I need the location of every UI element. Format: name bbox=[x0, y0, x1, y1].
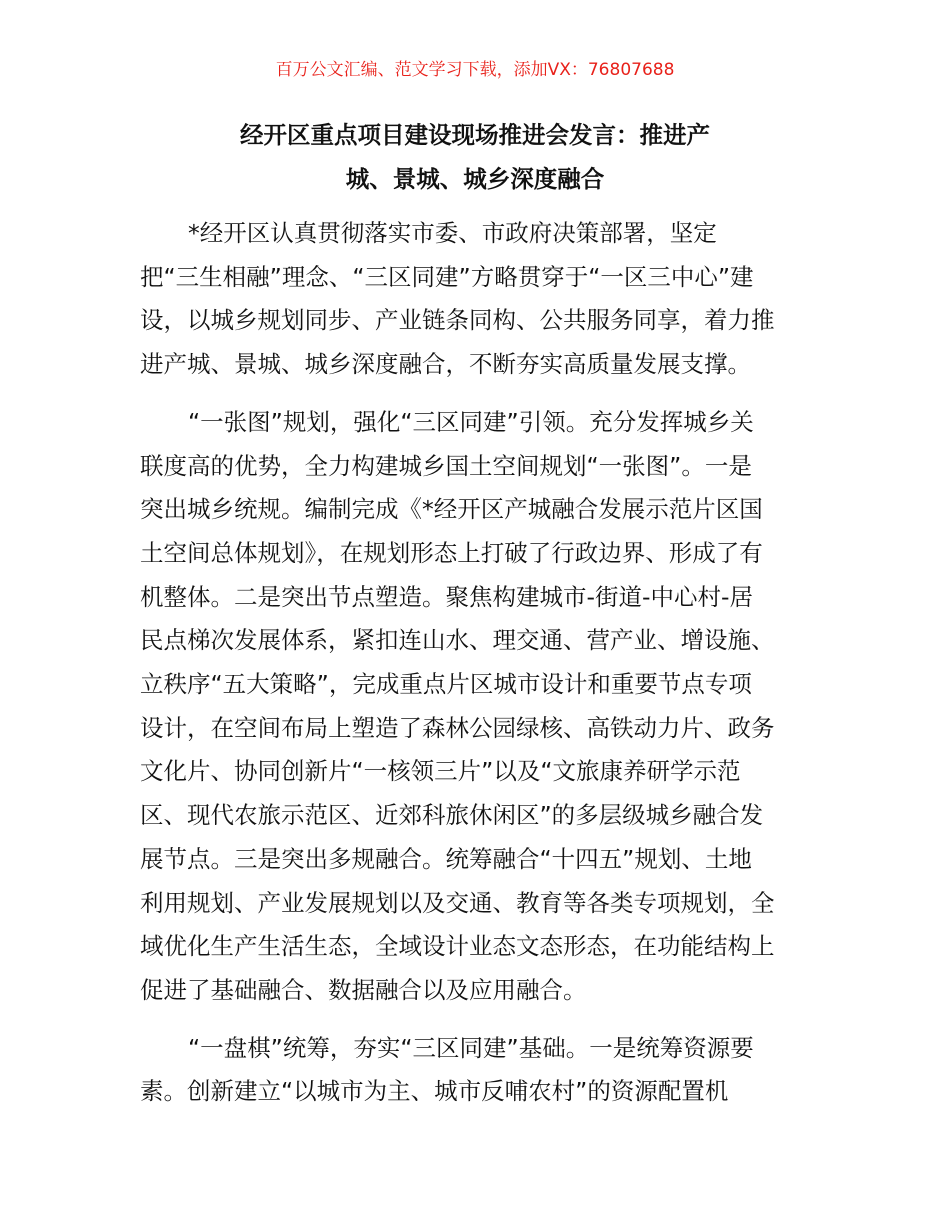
text-line: *经开区认真贯彻落实市委、市政府决策部署，坚定 bbox=[188, 219, 717, 247]
paragraph-planning bbox=[140, 401, 812, 1013]
paragraph-coordination bbox=[140, 1027, 812, 1114]
text-line: 促进了基础融合、数据融合以及应用融合。 bbox=[140, 975, 587, 1004]
text-line: “一盘棋”统筹，夯实“三区同建”基础。一是统筹资源要 bbox=[188, 1033, 754, 1062]
text-line: 立秩序“五大策略”，完成重点片区城市设计和重要节点专项 bbox=[140, 670, 752, 699]
text-line: 把“三生相融”理念、“三区同建”方略贯穿于“一区三中心”建 bbox=[140, 262, 754, 291]
text-line: 利用规划、产业发展规划以及交通、教育等各类专项规划，全 bbox=[140, 888, 775, 917]
text-line: 联度高的优势，全力构建城乡国土空间规划“一张图”。一是 bbox=[140, 451, 752, 480]
text-line: 突出城乡统规。编制完成《*经开区产城融合发展示范片区国 bbox=[140, 495, 763, 524]
text-line: 域优化生产生活生态，全域设计业态文态形态，在功能结构上 bbox=[140, 932, 775, 961]
text-line: 区、现代农旅示范区、近郊科旅休闲区”的多层级城乡融合发 bbox=[140, 801, 764, 830]
paragraph-intro bbox=[140, 212, 812, 387]
document-body bbox=[140, 212, 812, 1128]
title-line: 城、景城、城乡深度融合 bbox=[345, 164, 605, 193]
page-title bbox=[140, 114, 810, 201]
text-line: “一张图”规划，强化“三区同建”引领。充分发挥城乡关 bbox=[188, 407, 754, 436]
text-line: 进产城、景城、城乡深度融合，不断夯实高质量发展支撑。 bbox=[140, 350, 751, 379]
text-line: 展节点。三是突出多规融合。统筹融合“十四五”规划、土地 bbox=[140, 844, 752, 873]
text-line: 民点梯次发展体系，紧扣连山水、理交通、营产业、增设施、 bbox=[140, 626, 775, 655]
title-line: 经开区重点项目建设现场推进会发言：推进产 bbox=[240, 121, 710, 149]
text-line: 设计，在空间布局上塑造了森林公园绿核、高铁动力片、政务 bbox=[140, 713, 775, 742]
header-watermark-note: 百万公文汇编、范文学习下载，添加VX：76807688 bbox=[275, 60, 675, 80]
text-line: 设，以城乡规划同步、产业链条同构、公共服务同享，着力推 bbox=[140, 306, 775, 335]
text-line: 土空间总体规划》，在规划形态上打破了行政边界、形成了有 bbox=[140, 538, 763, 567]
text-line: 素。创新建立“以城市为主、城市反哺农村”的资源配置机 bbox=[140, 1077, 729, 1106]
text-line: 机整体。二是突出节点塑造。聚焦构建城市-街道-中心村-居 bbox=[140, 582, 753, 611]
text-line: 文化片、协同创新片“一核领三片”以及“文旅康养研学示范 bbox=[140, 757, 741, 786]
